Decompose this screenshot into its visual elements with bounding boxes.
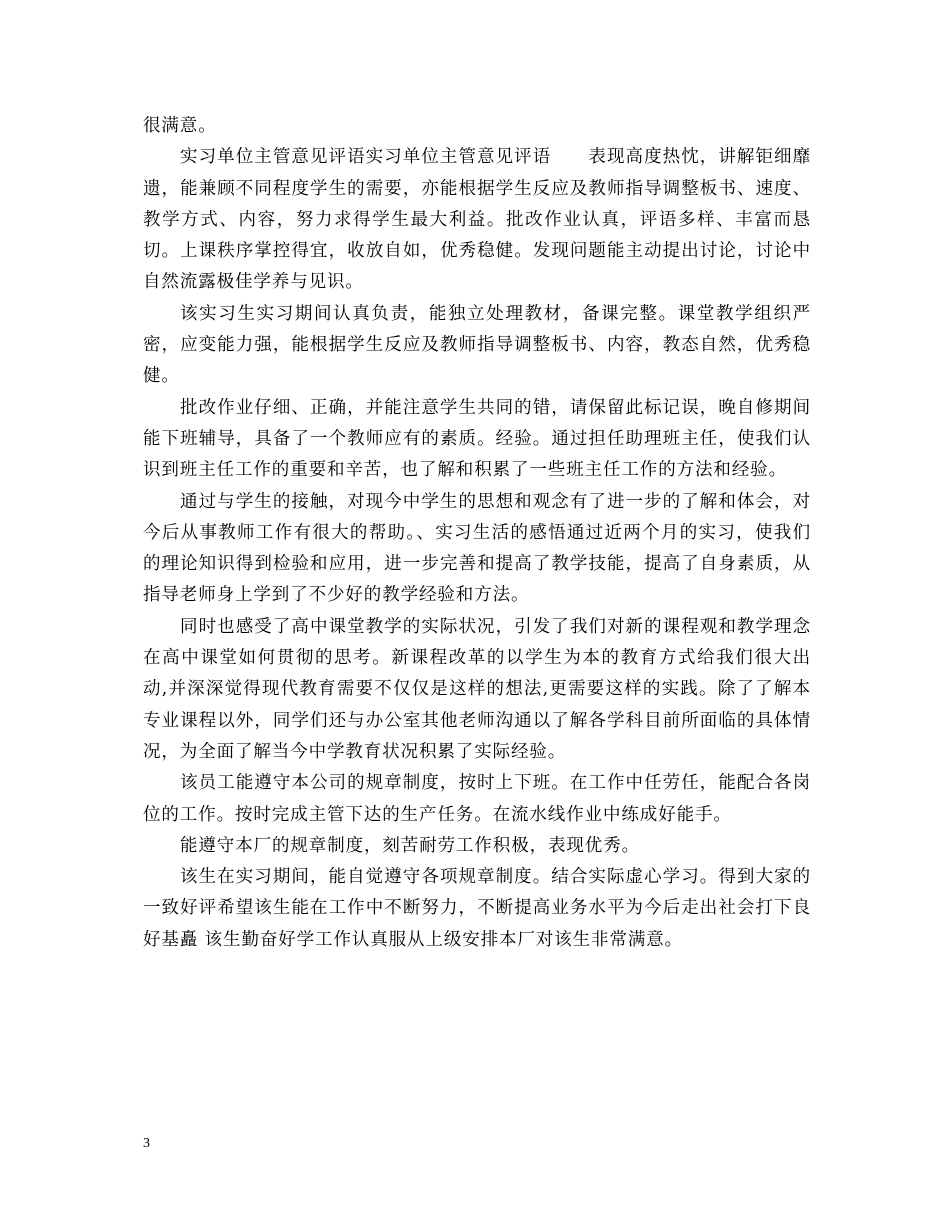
paragraph-7: 该员工能遵守本公司的规章制度，按时上下班。在工作中任劳任，能配合各岗位的工作。按时完成主管下达的生产任务。在流水线作业中练成好能手。 [143, 773, 811, 825]
paragraph-4: 批改作业仔细、正确，并能注意学生共同的错，请保留此标记误，晚自修期间能下班辅导，具备了一个教师应有的素质。经验。通过担任助理班主任，使我们认识到班主任工作的重要和辛苦，也了解和积累了一些班主任工作的方法和经验。 [143, 397, 811, 481]
paragraph-8: 能遵守本厂的规章制度，刻苦耐劳工作积极，表现优秀。 [180, 835, 640, 856]
paragraph-2: 实习单位主管意见评语实习单位主管意见评语 表现高度热忱，讲解钜细靡遗，能兼顾不同程度学生的需要，亦能根据学生反应及教师指导调整板书、速度、教学方式、内容，努力求得学生最大利益。批改作业认真，评语多样、丰富而恳切。上课秩序掌控得宜，收放自如，优秀稳健。发现问题能主动提出讨论，讨论中自然流露极佳学养与见识。 [143, 147, 811, 293]
paragraph-1: 很满意。 [143, 116, 217, 136]
document-body [143, 111, 811, 956]
paragraph-9: 该生在实习期间，能自觉遵守各项规章制度。结合实际虚心学习。得到大家的一致好评希望该生能在工作中不断努力，不断提高业务水平为今后走出社会打下良好基矗 该生勤奋好学工作认真服从上级安排本厂对该生非常满意。 [143, 867, 811, 950]
paragraph-5: 通过与学生的接触，对现今中学生的思想和观念有了进一步的了解和体会，对今后从事教师工作有很大的帮助。、实习生活的感悟通过近两个月的实习，使我们的理论知识得到检验和应用，进一步完善和提高了教学技能，提高了自身素质，从指导老师身上学到了不少好的教学经验和方法。 [143, 491, 811, 606]
paragraph-3: 该实习生实习期间认真负责，能独立处理教材，备课完整。课堂教学组织严密，应变能力强，能根据学生反应及教师指导调整板书、内容，教态自然，优秀稳健。 [143, 303, 811, 387]
page-number: 3 [143, 1136, 150, 1151]
paragraph-6: 同时也感受了高中课堂教学的实际状况，引发了我们对新的课程观和教学理念在高中课堂如何贯彻的思考。新课程改革的以学生为本的教育方式给我们很大出动,并深深觉得现代教育需要不仅仅是这样的想法,更需要这样的实践。除了了解本专业课程以外，同学们还与办公室其他老师沟通以了解各学科目前所面临的具体情况，为全面了解当今中学教育状况积累了实际经验。 [143, 616, 811, 762]
